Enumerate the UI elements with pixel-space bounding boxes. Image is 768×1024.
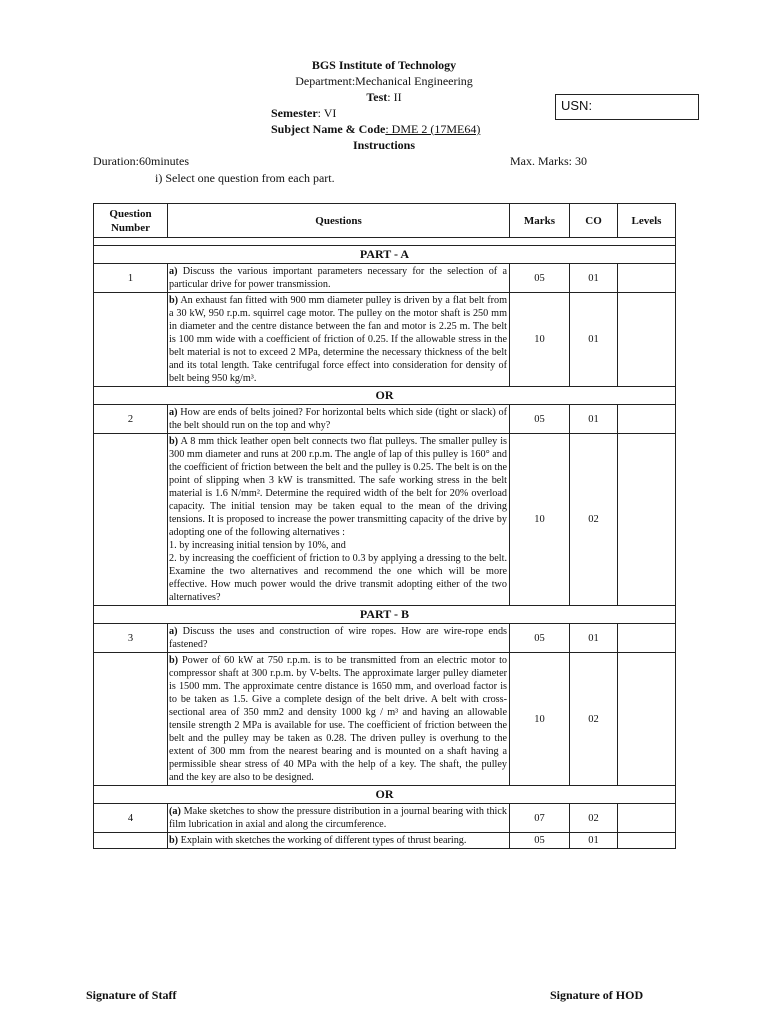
co-cell: 02: [570, 653, 618, 786]
signature-staff: Signature of Staff: [86, 988, 177, 1002]
question-number: 1: [94, 264, 168, 293]
semester-line: [271, 105, 336, 121]
section-row: [94, 606, 676, 624]
question-row: [94, 833, 676, 849]
question-part-tag: a): [169, 266, 178, 277]
question-number: 4: [94, 804, 168, 833]
marks-cell: 05: [510, 405, 570, 434]
question-body: Explain with sketches the working of different types of thrust bearing.: [180, 835, 467, 846]
marks-cell: 07: [510, 804, 570, 833]
spacer-row: [94, 238, 676, 246]
question-body: How are ends of belts joined? For horizontal belts which side (tight or slack) of the belt should run on the top and why?: [169, 407, 507, 431]
question-row: [94, 653, 676, 786]
co-cell: 01: [570, 293, 618, 387]
header-levels: Levels: [618, 204, 676, 238]
question-text: [168, 804, 510, 833]
question-number: 3: [94, 624, 168, 653]
question-body: A 8 mm thick leather open belt connects two flat pulleys. The smaller pulley is 300 mm diameter and runs at 200 r.p.m. The angle of lap of this pulley is 160° and the coefficient of friction between the belt and the pulley is 0.25. The belt is on the point of slipping when 3 kW is transmitted. The safe working stress in the belt material is 1.6 N/mm². Determine the required width of the belt for 20% overload capacity. The initial tension may be taken equal to the mean of the driving tensions. It is proposed to increase the power transmitting capacity of the drive by adopting one of the following alternatives :: [169, 436, 507, 538]
question-body: Discuss the various important parameters necessary for the selection of a particular drive for power transmission.: [169, 266, 507, 290]
question-part-tag: b): [169, 295, 179, 306]
section-row: [94, 786, 676, 804]
question-part-tag: (a): [169, 806, 181, 817]
marks-cell: 10: [510, 293, 570, 387]
co-cell: 01: [570, 833, 618, 849]
question-row: [94, 624, 676, 653]
usn-label: USN:: [561, 98, 593, 113]
section-label: OR: [94, 387, 676, 405]
marks-cell: 10: [510, 653, 570, 786]
level-cell: [618, 653, 676, 786]
marks-cell: 05: [510, 833, 570, 849]
question-text: [168, 653, 510, 786]
level-cell: [618, 405, 676, 434]
question-body: Make sketches to show the pressure distribution in a journal bearing with thick film lubrication in axial and along the circumference.: [169, 806, 508, 830]
header-co: CO: [570, 204, 618, 238]
question-number: [94, 434, 168, 606]
question-text: [168, 624, 510, 653]
question-body: An exhaust fan fitted with 900 mm diameter pulley is driven by a flat belt from a 30 kW, 950 r.p.m. squirrel cage motor. The pulley on the motor shaft is 250 mm in diameter and the centre distance between the fan and motor is 2.25 m. The belt is 100 mm wide with a coefficient of friction of 0.25. If the allowable stress in the belt material is not to exceed 2 MPa, determine the necessary thickness of the belt and its total length. Take centrifugal force effect into consideration for density of belt being 950 kg/m³.: [169, 295, 508, 384]
question-body: Power of 60 kW at 750 r.p.m. is to be transmitted from an electric motor to compressor shaft at 300 r.p.m. by V-belts. The approximate larger pulley diameter is 1500 mm. The approximate centre distance is 1650 mm, and overload factor is to be taken as 1.5. Give a complete design of the belt drive. A belt with cross-sectional area of 350 mm2 and density 1000 kg / m³ and having an allowable tensile strength 2 MPa is available for use. The coefficient of friction between the belt and the pulley may be taken as 0.28. The driven pulley is overhung to the extent of 300 mm from the nearest bearing and is mounted on a shaft having a permissible shear stress of 40 MPa with the help of a key. The shaft, the pulley and the key are also to be designed.: [169, 655, 508, 783]
question-part-tag: b): [169, 436, 179, 447]
level-cell: [618, 434, 676, 606]
instruction-line: i) Select one question from each part.: [155, 171, 335, 185]
co-cell: 02: [570, 804, 618, 833]
question-row: [94, 405, 676, 434]
co-cell: 01: [570, 264, 618, 293]
question-text: [168, 293, 510, 387]
header-questions: Questions: [168, 204, 510, 238]
question-part-tag: a): [169, 626, 178, 637]
semester-value: : VI: [317, 106, 337, 120]
duration: Duration:60minutes: [93, 154, 189, 168]
question-number: [94, 833, 168, 849]
section-label: PART - A: [94, 246, 676, 264]
marks-cell: 10: [510, 434, 570, 606]
institute-name: BGS Institute of Technology: [311, 58, 457, 72]
section-label: OR: [94, 786, 676, 804]
question-text: [168, 405, 510, 434]
question-row: [94, 264, 676, 293]
marks-cell: 05: [510, 624, 570, 653]
header-marks: Marks: [510, 204, 570, 238]
header-question-number: Question Number: [94, 204, 168, 238]
level-cell: [618, 293, 676, 387]
question-table: [93, 203, 676, 849]
test-label: Test: [366, 90, 388, 104]
question-number: [94, 653, 168, 786]
subject-label: Subject Name & Code: [271, 122, 386, 136]
question-number: [94, 293, 168, 387]
question-row: [94, 293, 676, 387]
level-cell: [618, 804, 676, 833]
question-text: [168, 434, 510, 606]
co-cell: 01: [570, 405, 618, 434]
question-text: [168, 833, 510, 849]
marks-cell: 05: [510, 264, 570, 293]
usn-box[interactable]: [555, 94, 699, 120]
question-text: [168, 264, 510, 293]
question-row: [94, 434, 676, 606]
subject-value: : DME 2 (17ME64): [385, 122, 481, 136]
co-cell: 01: [570, 624, 618, 653]
max-marks: Max. Marks: 30: [510, 154, 587, 168]
test-value: : II: [387, 90, 402, 104]
section-row: [94, 387, 676, 405]
question-list-item: 2. by increasing the coefficient of friction to 0.3 by applying a dressing to the belt. Examine the two alternatives and recommend the one which will be more effective. How much power would the drive transmit adopting either of the two alternatives?: [169, 553, 507, 603]
instructions-heading: Instructions: [352, 138, 415, 152]
section-row: [94, 246, 676, 264]
question-part-tag: b): [169, 655, 179, 666]
signature-hod: Signature of HOD: [550, 988, 644, 1002]
department: Department:Mechanical Engineering: [295, 74, 473, 88]
question-number: 2: [94, 405, 168, 434]
subject-line: [271, 121, 480, 137]
section-label: PART - B: [94, 606, 676, 624]
level-cell: [618, 264, 676, 293]
level-cell: [618, 833, 676, 849]
semester-label: Semester: [271, 106, 318, 120]
question-row: [94, 804, 676, 833]
co-cell: 02: [570, 434, 618, 606]
question-body: Discuss the uses and construction of wire ropes. How are wire-rope ends fastened?: [169, 626, 507, 650]
question-part-tag: b): [169, 835, 179, 846]
question-part-tag: a): [169, 407, 178, 418]
level-cell: [618, 624, 676, 653]
question-list-item: 1. by increasing initial tension by 10%, and: [169, 540, 346, 551]
